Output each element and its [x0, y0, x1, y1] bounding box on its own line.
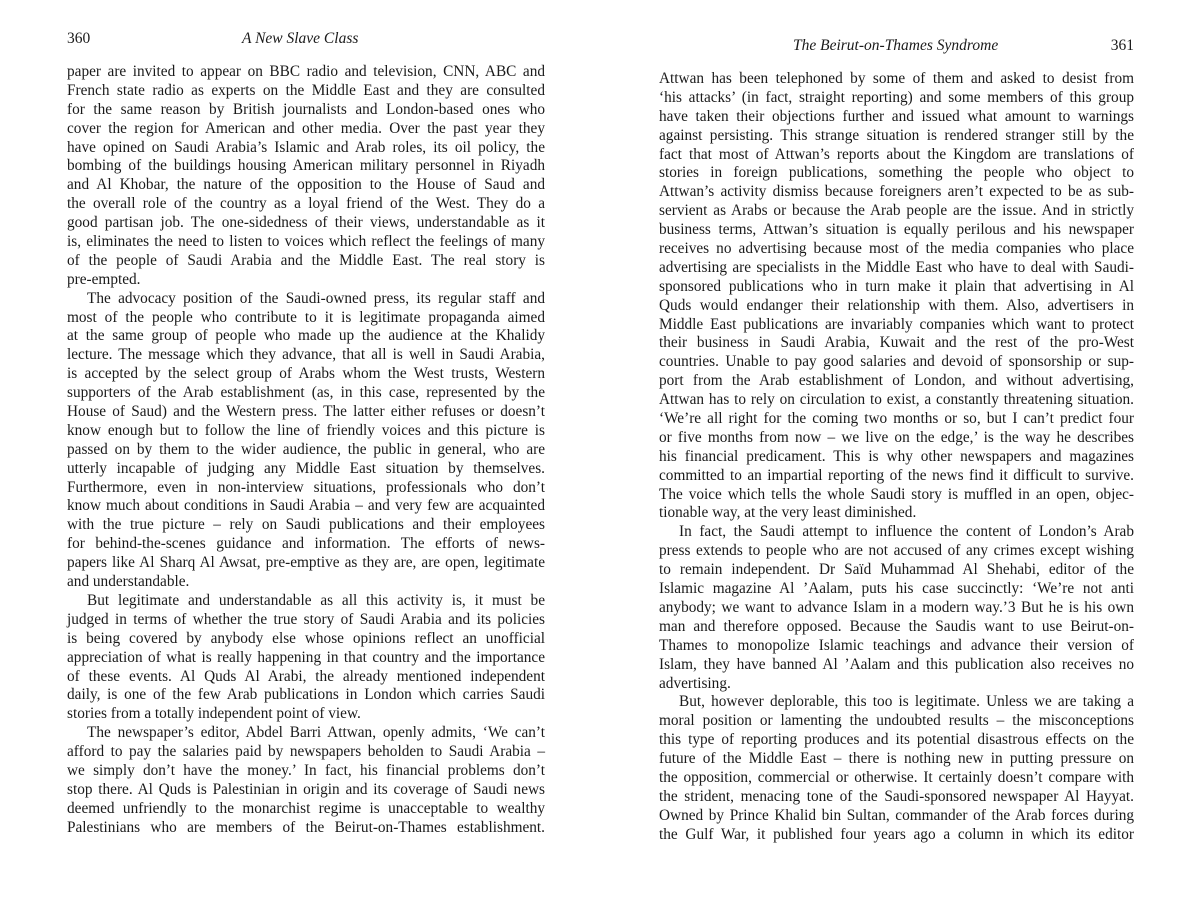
text-line: port from the Arab establishment of London, and without advertising,	[659, 372, 1134, 390]
text-line: The voice which tells the whole Saudi story is muffled in an open, objec-	[659, 485, 1134, 503]
text-line: House of Saud) and the Western press. The latter either refuses or doesn’t	[67, 403, 545, 421]
text-line: committed to an impartial reporting of the news find it difficult to survive.	[659, 466, 1134, 484]
text-line: and Al Khobar, the nature of the opposition to the House of Saud and	[67, 176, 545, 194]
text-line: sponsored publications who in turn make it plain that advertising in Al	[659, 277, 1134, 295]
text-line: Islamic magazine Al ’Aalam, puts his case succinctly: ‘We’re not anti	[659, 580, 1134, 598]
text-line: advertising are specialists in the Middle East who have to deal with Saudi-	[659, 258, 1134, 276]
text-line: Attwan has been telephoned by some of them and asked to desist from	[659, 70, 1134, 87]
text-line: moral position or lamenting the undoubted results – the misconceptions	[659, 712, 1134, 730]
text-line: lecture. The message which they advance, that all is well in Saudi Arabia,	[67, 346, 545, 364]
text-line: Islam, they have banned Al ’Aalam and this publication also receives no	[659, 655, 1134, 673]
text-line: Middle East publications are invariably companies which want to protect	[659, 315, 1134, 333]
text-line: stories in foreign publications, something the people who object to	[659, 164, 1134, 182]
text-line: good partisan job. The one-sidedness of their views, understandable as it	[67, 214, 545, 232]
text-line: But legitimate and understandable as all this activity is, it must be	[87, 591, 545, 609]
right-page	[659, 0, 1134, 843]
text-line: daily, is one of the few Arab publications in London which carries Saudi	[67, 686, 545, 704]
text-line: The advocacy position of the Saudi-owned press, its regular staff and	[87, 289, 545, 307]
text-line: fact that most of Attwan’s reports about the Kingdom are translations of	[659, 145, 1134, 163]
text-line: is accepted by the select group of Arabs whom the West trusts, Western	[67, 365, 545, 383]
text-line: know enough but to follow the line of friendly voices and this picture is	[67, 421, 545, 439]
text-line: is, eliminates the need to listen to voices which reflect the feelings of many	[67, 233, 545, 251]
text-line: Furthermore, even in non-interview situations, professionals who don’t	[67, 478, 545, 496]
text-line: judged in terms of whether the true story of Saudi Arabia and its policies	[67, 610, 545, 628]
text-line: we simply don’t have the money.’ In fact, his financial problems don’t	[67, 761, 545, 779]
text-line: for behind-the-scenes guidance and information. The efforts of news-	[67, 535, 545, 553]
text-line: future of the Middle East – there is nothing new in putting pressure on	[659, 750, 1134, 768]
text-line: In fact, the Saudi attempt to influence the content of London’s Arab	[679, 523, 1134, 541]
text-line: man and therefore opposed. Because the Saudis want to use Beirut-on-	[659, 617, 1134, 635]
text-line: Thames to monopolize Islamic teachings and advance their version of	[659, 636, 1134, 654]
text-line: for the same reason by British journalists and London-based ones who	[67, 100, 545, 118]
text-line: of the people of Saudi Arabia and the Middle East. The real story is	[67, 251, 545, 269]
text-line: their business in Saudi Arabia, Kuwait and the rest of the pro-West	[659, 334, 1134, 352]
text-line: his financial predicament. This is why other newspapers and magazines	[659, 447, 1134, 465]
text-line: deemed unfriendly to the monarchist regime is unacceptable to wealthy	[67, 799, 545, 817]
running-head	[659, 37, 1134, 57]
text-line: servient as Arabs or because the Arab people are the issue. And in strictly	[659, 202, 1134, 220]
text-line: have opined on Saudi Arabia’s Islamic and Arab roles, its oil policy, the	[67, 138, 545, 156]
text-line: anybody; we want to advance Islam in a modern way.’3 But he is his own	[659, 598, 1134, 616]
text-line: appreciation of what is really happening in that country and the importance	[67, 648, 545, 666]
text-line: the strident, menacing tone of the Saudi-sponsored newspaper Al Hayyat.	[659, 787, 1134, 805]
text-line: with the true picture – rely on Saudi publications and their employees	[67, 516, 545, 534]
text-line: But, however deplorable, this too is legitimate. Unless we are taking a	[679, 693, 1134, 711]
text-line: pre-empted.	[67, 270, 141, 288]
text-line: ‘We’re all right for the coming two months or so, but I can’t predict four	[659, 410, 1134, 428]
body-text	[659, 70, 1134, 845]
text-line: papers like Al Sharq Al Awsat, pre-emptive as they are, are open, legitimate	[67, 554, 545, 572]
text-line: to remain independent. Dr Saïd Muhammad Al Shehabi, editor of the	[659, 561, 1134, 579]
text-line: at the same group of people who made up the audience at the Khalidy	[67, 327, 545, 345]
text-line: press extends to people who are not accused of any crimes except wishing	[659, 542, 1134, 560]
text-line: stop there. Al Quds is Palestinian in origin and its coverage of Saudi news	[67, 780, 545, 798]
text-line: ‘his attacks’ (in fact, straight reporting) and some members of this group	[659, 88, 1134, 106]
page-number: 360	[67, 30, 91, 47]
text-line: or five months from now – we live on the edge,’ is the way he describes	[659, 428, 1134, 446]
text-line: most of the people who contribute to it is legitimate propaganda aimed	[67, 308, 545, 326]
running-title: The Beirut-on-Thames Syndrome	[793, 37, 999, 54]
text-line: stories from a totally independent point of view.	[67, 705, 361, 723]
text-line: of these events. Al Quds Al Arabi, the already mentioned independent	[67, 667, 545, 685]
text-line: business terms, Attwan’s situation is equally perilous and his newspaper	[659, 221, 1134, 239]
text-line: the Gulf War, it published four years ago a column in which its editor	[659, 825, 1134, 843]
text-line: paper are invited to appear on BBC radio and television, CNN, ABC and	[67, 63, 545, 80]
text-line: supporters of the Arab establishment (as, in this case, represented by the	[67, 384, 545, 402]
text-line: know much about conditions in Saudi Arabia – and very few are acquainted	[67, 497, 545, 515]
text-line: the opposition, commercial or otherwise. It certainly doesn’t compare with	[659, 768, 1134, 786]
body-text	[67, 63, 545, 838]
text-line: and understandable.	[67, 573, 190, 591]
running-head	[67, 30, 545, 50]
text-line: bombing of the buildings housing American military personnel in Riyadh	[67, 157, 545, 175]
text-line: The newspaper’s editor, Abdel Barri Attwan, openly admits, ‘We can’t	[87, 724, 545, 742]
text-line: Palestinians who are members of the Beirut-on-Thames establishment.	[67, 818, 545, 836]
text-line: this type of reporting produces and its potential disastrous effects on the	[659, 731, 1134, 749]
text-line: is being covered by anybody else whose opinions reflect an unofficial	[67, 629, 545, 647]
text-line: passed on by them to the wider audience, the public in general, who are	[67, 440, 545, 458]
page-number: 361	[1110, 37, 1134, 54]
text-line: the overall role of the country as a loyal friend of the West. They do a	[67, 195, 545, 213]
text-line: Attwan has to rely on circulation to exist, a constantly threatening situation.	[659, 391, 1134, 409]
text-line: French state radio as experts on the Middle East and they are consulted	[67, 81, 545, 99]
text-line: utterly incapable of judging any Middle East situation by themselves.	[67, 459, 545, 477]
text-line: advertising.	[659, 674, 731, 692]
text-line: Attwan’s activity dismiss because foreigners aren’t expected to be as sub-	[659, 183, 1134, 201]
text-line: afford to pay the salaries paid by newspapers beholden to Saudi Arabia –	[67, 743, 545, 761]
text-line: cover the region for American and other media. Over the past year they	[67, 119, 545, 137]
running-title: A New Slave Class	[242, 30, 359, 47]
left-page	[67, 0, 545, 836]
text-line: receives no advertising because most of the media companies who place	[659, 240, 1134, 258]
text-line: Quds would endanger their relationship with them. Also, advertisers in	[659, 296, 1134, 314]
text-line: against persisting. This strange situation is rendered stranger still by the	[659, 126, 1134, 144]
text-line: Owned by Prince Khalid bin Sultan, commander of the Arab forces during	[659, 806, 1134, 824]
text-line: countries. Unable to pay good salaries and devoid of sponsorship or sup-	[659, 353, 1134, 371]
text-line: have taken their objections further and issued what amount to warnings	[659, 107, 1134, 125]
text-line: tionable way, at the very least diminished.	[659, 504, 917, 522]
